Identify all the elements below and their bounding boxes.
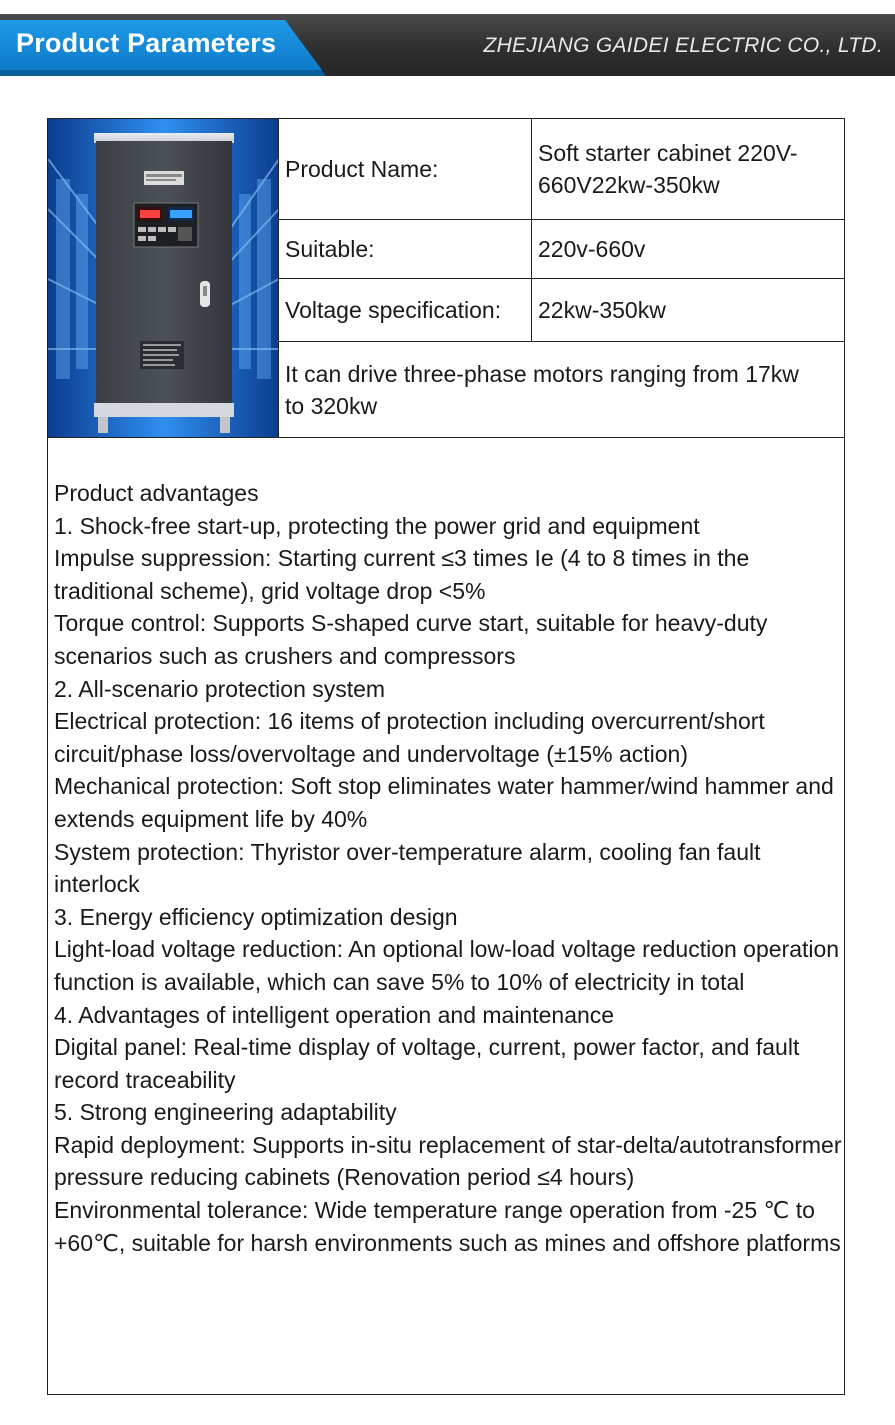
motor-range-note: It can drive three-phase motors ranging from 17kw to 320kw	[285, 360, 799, 419]
company-name: ZHEJIANG GAIDEI ELECTRIC CO., LTD.	[483, 34, 883, 57]
product-name-label: Product Name:	[285, 156, 439, 182]
advantage-line: Digital panel: Real-time display of voltage, current, power factor, and fault record traceability	[54, 1034, 800, 1093]
product-name-value: Soft starter cabinet 220V-660V22kw-350kw	[538, 140, 798, 198]
advantage-line: Light-load voltage reduction: An optional low-load voltage reduction operation function is available, which can save 5% to 10% of electricity in total	[54, 936, 840, 995]
advantage-line: Impulse suppression: Starting current ≤3 times Ie (4 to 8 times in the traditional scheme), grid voltage drop <5%	[54, 545, 750, 604]
advantage-line: Torque control: Supports S-shaped curve start, suitable for heavy-duty scenarios such as crushers and compressors	[54, 610, 768, 669]
advantage-line: Electrical protection: 16 items of protection including overcurrent/short circuit/phase loss/overvoltage and undervoltage (±15% action)	[54, 708, 765, 767]
advantage-line: System protection: Thyristor over-temperature alarm, cooling fan fault interlock	[54, 838, 761, 898]
suitable-label: Suitable:	[285, 236, 375, 262]
advantage-line: Environmental tolerance: Wide temperature range operation from -25 ℃ to +60℃, suitable for harsh environments such as mines and offshore platforms	[54, 1197, 841, 1256]
advantage-line: 5. Strong engineering adaptability	[54, 1099, 397, 1126]
banner-title: Product Parameters	[16, 28, 277, 58]
advantage-line: 4. Advantages of intelligent operation and maintenance	[54, 1001, 615, 1028]
advantage-line: Mechanical protection: Soft stop eliminates water hammer/wind hammer and extends equipment life by 40%	[54, 773, 834, 832]
product-advantages-box	[47, 437, 845, 1395]
product-photo	[48, 119, 279, 437]
advantage-line: 1. Shock-free start-up, protecting the power grid and equipment	[54, 512, 700, 539]
voltage-spec-value: 22kw-350kw	[538, 297, 666, 323]
parameter-table	[47, 118, 845, 438]
voltage-spec-label: Voltage specification:	[285, 297, 502, 323]
soft-starter-cabinet-photo	[48, 119, 279, 437]
advantage-line: 3. Energy efficiency optimization design	[54, 903, 458, 930]
advantages-text	[54, 477, 844, 1259]
advantage-line: 2. All-scenario protection system	[54, 675, 386, 702]
suitable-value: 220v-660v	[538, 236, 646, 262]
advantages-heading: Product advantages	[54, 480, 259, 506]
advantage-line: Rapid deployment: Supports in-situ replacement of star-delta/autotransformer pressure reducing cabinets (Renovation period ≤4 hours)	[54, 1131, 842, 1191]
